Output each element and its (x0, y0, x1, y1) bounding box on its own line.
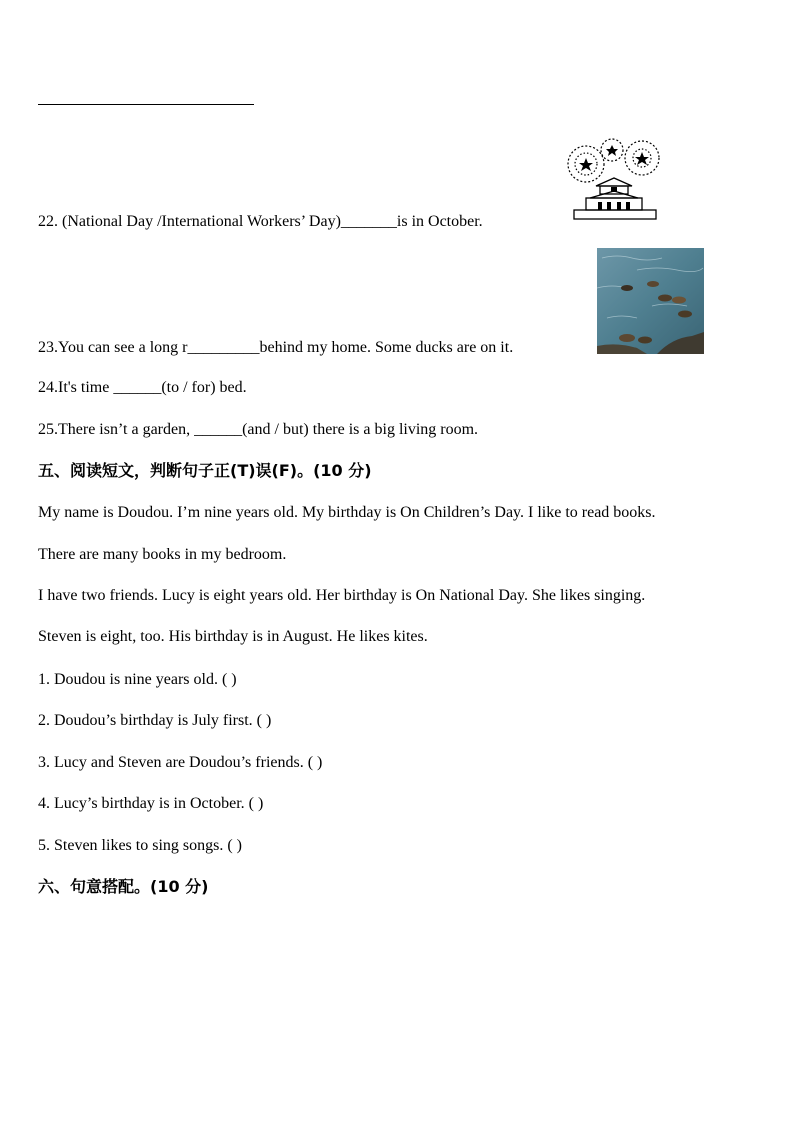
answer-blank-line (38, 104, 254, 105)
tiananmen-fireworks-image (564, 136, 666, 222)
passage-line: My name is Doudou. I’m nine years old. My birthday is On Children’s Day. I like to read books. (38, 504, 656, 521)
statement-5: 5. Steven likes to sing songs. ( ) (38, 837, 242, 854)
question-22: 22. (National Day /International Workers’ Day)_______is in October. (38, 213, 483, 230)
statement-4: 4. Lucy’s birthday is in October. ( ) (38, 795, 264, 812)
question-24: 24.It's time ______(to / for) bed. (38, 379, 247, 396)
ducks-river-image (597, 248, 704, 354)
question-23: 23.You can see a long r_________behind my home. Some ducks are on it. (38, 339, 514, 356)
passage-line: Steven is eight, too. His birthday is in August. He likes kites. (38, 628, 428, 645)
passage-line: There are many books in my bedroom. (38, 546, 287, 563)
question-25: 25.There isn’t a garden, ______(and / but) there is a big living room. (38, 421, 479, 438)
statement-2: 2. Doudou’s birthday is July first. ( ) (38, 712, 272, 729)
section-6-heading: 六、句意搭配。(10 分) (38, 877, 209, 896)
section-5-heading: 五、阅读短文，判断句子正(T)误(F)。(10 分) (38, 461, 372, 480)
statement-3: 3. Lucy and Steven are Doudou’s friends. ( ) (38, 754, 323, 771)
statement-1: 1. Doudou is nine years old. ( ) (38, 671, 237, 688)
passage-line: I have two friends. Lucy is eight years old. Her birthday is On National Day. She likes singing. (38, 587, 646, 604)
